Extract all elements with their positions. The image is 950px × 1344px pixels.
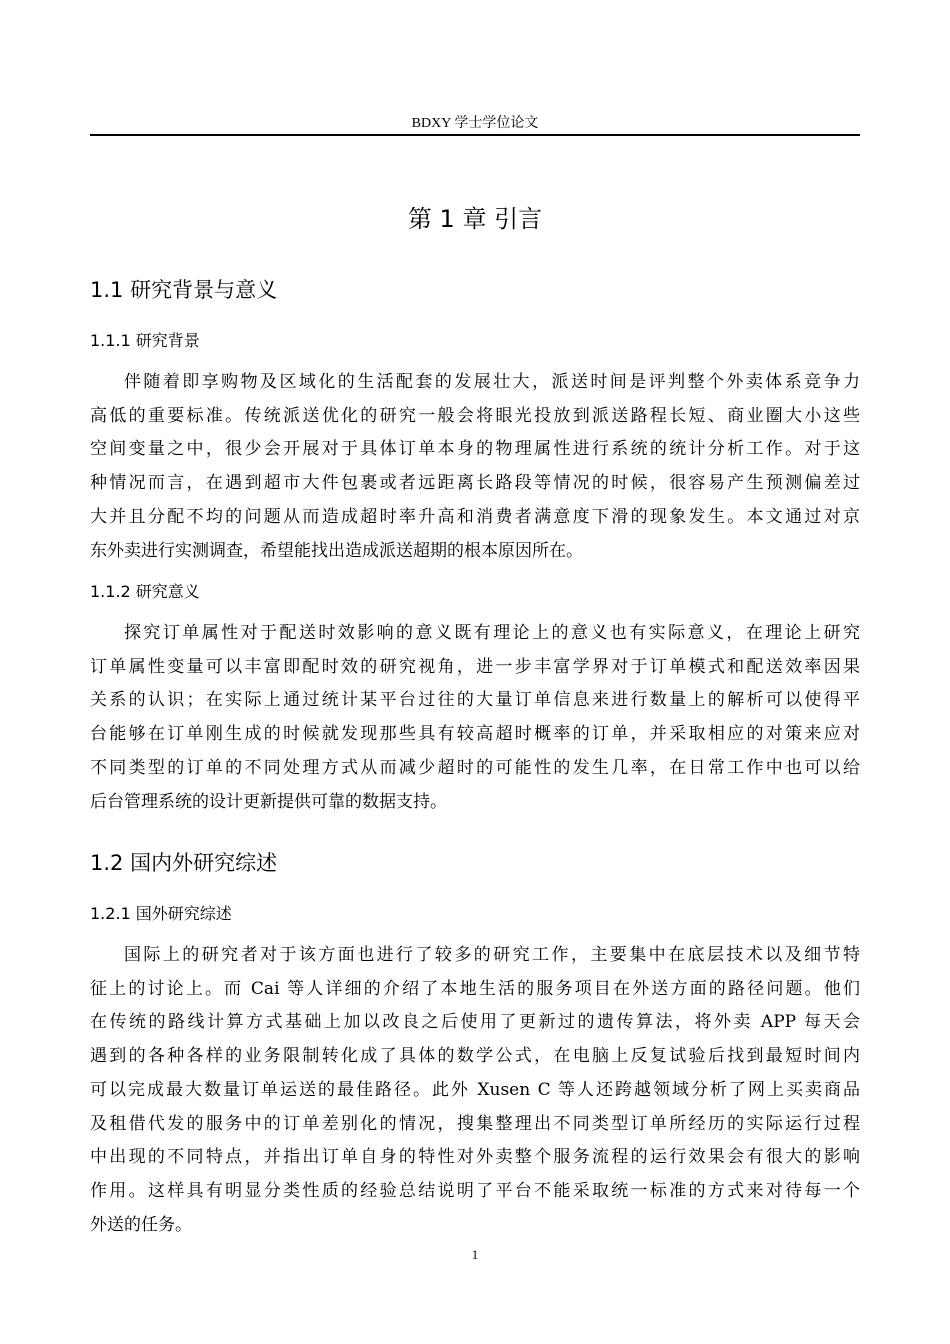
paragraph-line: 台能够在订单刚生成的时候就发现那些具有较高超时概率的订单，并采取相应的对策来应对 [90, 724, 860, 745]
paragraph-line: 不同类型的订单的不同处理方式从而减少超时的可能性的发生几率，在日常工作中也可以给 [90, 757, 860, 778]
section-heading-1-2: 1.2 国内外研究综述 [90, 851, 278, 875]
subsection-heading-1-2-1: 1.2.1 国外研究综述 [90, 904, 232, 923]
paragraph-line: 征上的讨论上。而 Cai 等人详细的介绍了本地生活的服务项目在外送方面的路径问题。他们 [90, 978, 860, 999]
paragraph-line: 在传统的路线计算方式基础上加以改良之后使用了更新过的遗传算法，将外卖 APP 每天会 [90, 1012, 860, 1033]
paragraph-research-significance [90, 617, 860, 819]
paragraph-line: 空间变量之中，很少会开展对于具体订单本身的物理属性进行系统的统计分析工作。对于这 [90, 439, 860, 460]
chapter-title: 第 1 章 引言 [407, 205, 543, 233]
section-heading-1-1: 1.1 研究背景与意义 [90, 278, 278, 302]
paragraph-line: 关系的认识；在实际上通过统计某平台过往的大量订单信息来进行数量上的解析可以使得平 [90, 690, 860, 711]
subsection-heading-1-1-1: 1.1.1 研究背景 [90, 331, 200, 350]
page-header: BDXY 学士学位论文 [411, 116, 539, 131]
paragraph-research-background [90, 366, 860, 568]
paragraph-line: 大并且分配不均的问题从而造成超时率升高和消费者满意度下滑的现象发生。本文通过对京 [90, 506, 860, 527]
page-number: 1 [471, 1247, 479, 1262]
paragraph-line: 高低的重要标准。传统派送优化的研究一般会将眼光投放到派送路程长短、商业圈大小这些 [90, 405, 860, 426]
subsection-heading-1-1-2: 1.1.2 研究意义 [90, 582, 200, 601]
paragraph-foreign-research [90, 939, 860, 1242]
paragraph-line: 探究订单属性对于配送时效影响的意义既有理论上的意义也有实际意义，在理论上研究 [124, 623, 860, 643]
paragraph-line: 遇到的各种各样的业务限制转化成了具体的数学公式，在电脑上反复试验后找到最短时间内 [90, 1046, 860, 1067]
paragraph-line: 伴随着即享购物及区域化的生活配套的发展壮大，派送时间是评判整个外卖体系竞争力 [124, 372, 860, 392]
paragraph-line: 东外卖进行实测调查，希望能找出造成派送超期的根本原因所在。 [90, 540, 583, 561]
paragraph-line: 种情况而言，在遇到超市大件包裹或者远距离长路段等情况的时候，很容易产生预测偏差过 [90, 473, 860, 494]
paragraph-line: 及租借代发的服务中的订单差别化的情况，搜集整理出不同类型订单所经历的实际运行过程 [90, 1113, 860, 1134]
paragraph-line: 中出现的不同特点，并指出订单自身的特性对外卖整个服务流程的运行效果会有很大的影响 [90, 1147, 860, 1168]
paragraph-line: 后台管理系统的设计更新提供可靠的数据支持。 [90, 791, 447, 812]
paragraph-line: 订单属性变量可以丰富即配时效的研究视角，进一步丰富学界对于订单模式和配送效率因果 [90, 656, 860, 677]
paragraph-line: 可以完成最大数量订单运送的最佳路径。此外 Xusen C 等人还跨越领域分析了网上买卖商品 [90, 1079, 860, 1100]
header-rule [90, 134, 860, 136]
paragraph-line: 国际上的研究者对于该方面也进行了较多的研究工作，主要集中在底层技术以及细节特 [124, 945, 860, 965]
paragraph-line: 外送的任务。 [90, 1214, 192, 1235]
paragraph-line: 作用。这样具有明显分类性质的经验总结说明了平台不能采取统一标准的方式来对待每一个 [90, 1180, 860, 1201]
